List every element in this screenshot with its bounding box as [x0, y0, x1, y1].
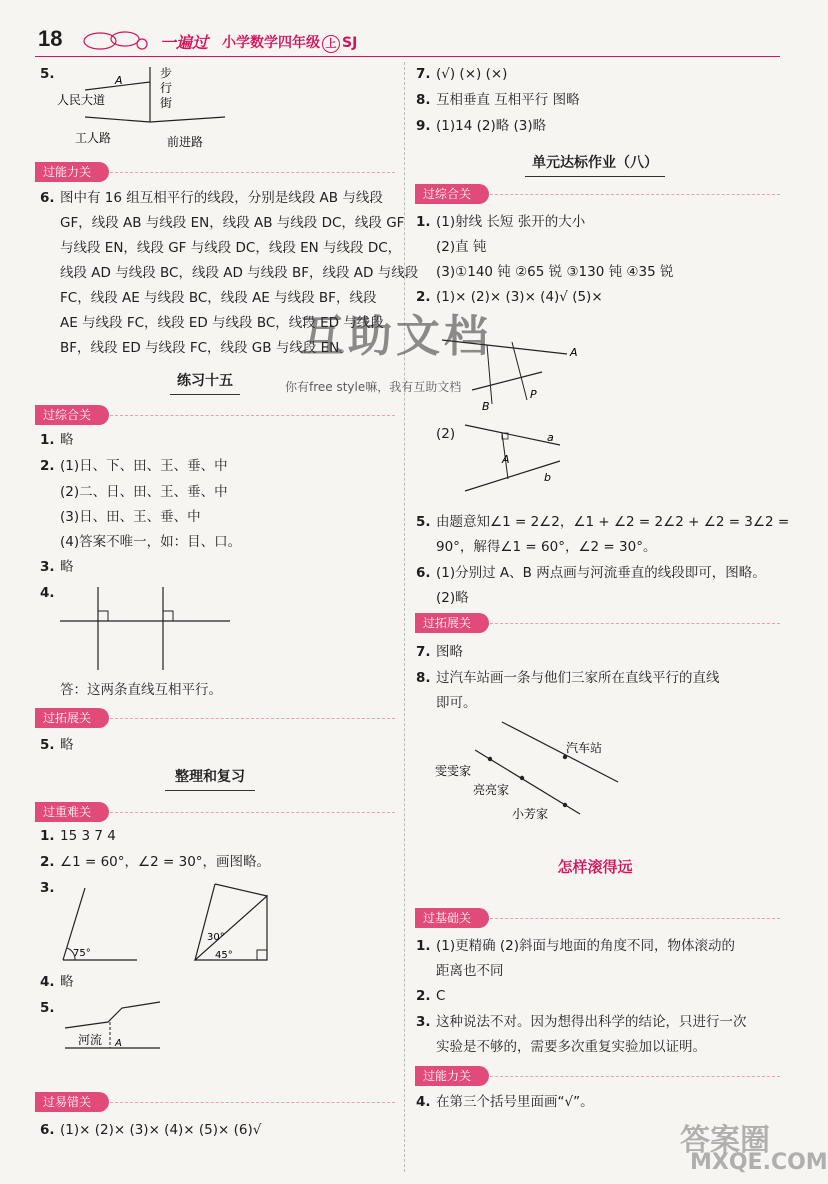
- unit-5-line-1: 由题意知∠1 = 2∠2，∠1 + ∠2 = 2∠2 + ∠2 = 3∠2 =: [436, 514, 790, 530]
- section-tag-ability: 过能力关: [415, 1066, 489, 1086]
- parallel-lines-figure: [55, 585, 235, 675]
- item-6-line-6: AE 与线段 FC，线段 ED 与线段 BC，线段 ED 与线段: [60, 315, 384, 331]
- science-1-line-2: 距离也不同: [436, 963, 504, 979]
- item-6-line-5: FC，线段 AE 与线段 BC，线段 AE 与线段 BF，线段: [60, 290, 377, 306]
- bus-station-label: 汽车站: [566, 741, 603, 755]
- science-3-line-2: 实验是不够的，需要多次重复实验加以证明。: [436, 1039, 706, 1055]
- ex-5-answer: 略: [60, 737, 74, 753]
- section-heading-science: 怎样滚得远: [557, 858, 633, 876]
- unit-1-number: 1.: [416, 214, 431, 230]
- science-3-number: 3.: [416, 1014, 431, 1030]
- section-tag-comprehensive: 过综合关: [35, 405, 109, 425]
- ex-2-part-2: (2)二、日、田、王、垂、中: [60, 484, 228, 500]
- tag-rule: [110, 415, 395, 416]
- ans-9-number: 9.: [416, 118, 431, 134]
- section-tag-extension: 过拓展关: [35, 708, 109, 728]
- section-tag-comprehensive: 过综合关: [415, 184, 489, 204]
- edition-label: SJ: [342, 35, 358, 51]
- ans-7-text: (√) (×) (×): [436, 66, 508, 82]
- unit-8-line-2: 即可。: [436, 695, 477, 711]
- item-6-line-2: GF，线段 AB 与线段 EN，线段 AB 与线段 DC，线段 GF: [60, 215, 405, 231]
- tag-rule: [490, 194, 780, 195]
- river-figure: [60, 1000, 180, 1056]
- science-4-number: 4.: [416, 1094, 431, 1110]
- review-3-number: 3.: [40, 880, 55, 896]
- ex-3-number: 3.: [40, 559, 55, 575]
- house-2-label: 亮亮家: [473, 783, 510, 797]
- angle-45-label: 45°: [215, 950, 233, 961]
- ex-2-part-4: (4)答案不唯一，如：目、口。: [60, 534, 242, 550]
- tag-rule: [110, 172, 395, 173]
- ex-2-number: 2.: [40, 458, 55, 474]
- bus-station-figure: [430, 712, 630, 830]
- road-label-3: 前进路: [167, 135, 204, 149]
- unit-7-answer: 图略: [436, 644, 463, 660]
- unit-6-line-1: (1)分别过 A、B 两点画与河流垂直的线段即可，图略。: [436, 565, 766, 581]
- ex-2-part-1: (1)日、下、田、王、垂、中: [60, 458, 228, 474]
- review-2-number: 2.: [40, 854, 55, 870]
- section-tag-basics: 过基础关: [415, 908, 489, 928]
- science-4-answer: 在第三个括号里面画“√”。: [436, 1094, 594, 1110]
- review-6-answer: (1)× (2)× (3)× (4)× (5)× (6)√: [60, 1122, 262, 1138]
- section-tag-mistake: 过易错关: [35, 1092, 109, 1112]
- point-a-label: A: [570, 346, 578, 359]
- road-map-figure: [55, 62, 255, 157]
- point-p-label: P: [530, 388, 537, 401]
- review-6-number: 6.: [40, 1122, 55, 1138]
- brand-logo: 一遍过: [160, 33, 209, 52]
- point-b-label: B: [482, 400, 490, 413]
- unit-5-number: 5.: [416, 514, 431, 530]
- point-a-label: A: [502, 453, 510, 466]
- tag-rule: [490, 623, 780, 624]
- river-label: 河流: [78, 1033, 103, 1047]
- heading-underline: [525, 176, 665, 177]
- street-label-1: 步: [160, 66, 173, 80]
- science-1-number: 1.: [416, 938, 431, 954]
- angle-75-label: 75°: [73, 948, 91, 959]
- ex-5-number: 5.: [40, 737, 55, 753]
- tag-rule: [490, 1076, 780, 1077]
- ans-7-number: 7.: [416, 66, 431, 82]
- watermark-corner: 答案圈: [680, 1123, 770, 1158]
- science-2-answer: C: [436, 988, 446, 1004]
- doodle-decoration: [80, 26, 160, 56]
- unit-1-part-3: (3)①140 钝 ②65 锐 ③130 钝 ④35 锐: [436, 264, 674, 280]
- heading-underline: [165, 790, 255, 791]
- line-a-label: a: [547, 431, 554, 444]
- review-2-answer: ∠1 = 60°，∠2 = 30°，画图略。: [60, 854, 271, 870]
- unit-4-part-2-label: (2): [436, 426, 456, 442]
- item-6-line-7: BF，线段 ED 与线段 FC，线段 GB 与线段 EN。: [60, 340, 353, 356]
- house-3-label: 小芳家: [512, 807, 549, 821]
- watermark-center: 互助文档: [300, 311, 492, 362]
- road-label-1: 人民大道: [57, 93, 106, 107]
- section-heading-unit-8: 单元达标作业（八）: [532, 155, 658, 171]
- unit-6-number: 6.: [416, 565, 431, 581]
- street-label-3: 街: [160, 96, 173, 110]
- item-6-line-4: 线段 AD 与线段 BC，线段 AD 与线段 BF，线段 AD 与线段: [60, 265, 419, 281]
- unit-5-line-2: 90°，解得∠1 = 60°，∠2 = 30°。: [436, 539, 657, 555]
- point-a-label: A: [115, 74, 123, 87]
- line-b-label: b: [544, 471, 551, 484]
- header-rule: [35, 56, 780, 57]
- tag-rule: [110, 812, 395, 813]
- section-tag-difficult: 过重难关: [35, 802, 109, 822]
- ans-8-text: 互相垂直 互相平行 图略: [436, 92, 580, 108]
- unit-8-line-1: 过汽车站画一条与他们三家所在直线平行的直线: [436, 670, 720, 686]
- ans-9-text: (1)14 (2)略 (3)略: [436, 118, 547, 134]
- section-heading-review: 整理和复习: [175, 769, 245, 785]
- page-number: 18: [38, 26, 63, 51]
- science-3-line-1: 这种说法不对。因为想得出科学的结论，只进行一次: [436, 1014, 747, 1030]
- item-5-number: 5.: [40, 66, 55, 82]
- unit-2-answer: (1)× (2)× (3)× (4)√ (5)×: [436, 289, 603, 305]
- item-6-line-1: 图中有 16 组互相平行的线段，分别是线段 AB 与线段: [60, 190, 383, 206]
- tag-rule: [110, 1102, 395, 1103]
- header-title: [222, 32, 357, 53]
- angles-figure: [55, 878, 285, 970]
- watermark-center-slogan: 你有free style嘛，我有互助文档: [285, 380, 462, 394]
- ex-3-answer: 略: [60, 559, 74, 575]
- perpendicular-figure-2: [460, 415, 570, 495]
- section-tag-extension: 过拓展关: [415, 613, 489, 633]
- point-a-label: A: [115, 1038, 122, 1049]
- review-1-answer: 15 3 7 4: [60, 828, 116, 844]
- unit-2-number: 2.: [416, 289, 431, 305]
- review-4-number: 4.: [40, 974, 55, 990]
- review-4-answer: 略: [60, 974, 74, 990]
- review-5-number: 5.: [40, 1000, 55, 1016]
- review-1-number: 1.: [40, 828, 55, 844]
- science-1-line-1: (1)更精确 (2)斜面与地面的角度不同，物体滚动的: [436, 938, 736, 954]
- angle-30-label: 30°: [207, 932, 225, 943]
- item-6-line-3: 与线段 EN，线段 GF 与线段 DC，线段 EN 与线段 DC，: [60, 240, 402, 256]
- unit-8-number: 8.: [416, 670, 431, 686]
- tag-rule: [110, 718, 395, 719]
- unit-7-number: 7.: [416, 644, 431, 660]
- ex-2-part-3: (3)日、田、王、垂、中: [60, 509, 201, 525]
- science-2-number: 2.: [416, 988, 431, 1004]
- section-heading-exercise-15: 练习十五: [177, 373, 233, 389]
- street-label-2: 行: [160, 81, 173, 95]
- ex-4-answer: 答：这两条直线互相平行。: [60, 682, 222, 698]
- term-badge: 上: [322, 35, 340, 53]
- tag-rule: [490, 918, 780, 919]
- road-label-2: 工人路: [75, 131, 112, 145]
- ans-8-number: 8.: [416, 92, 431, 108]
- unit-1-part-2: (2)直 钝: [436, 239, 487, 255]
- watermark-corner-url: MXQE.COM: [690, 1150, 828, 1175]
- ex-1-number: 1.: [40, 432, 55, 448]
- house-1-label: 雯雯家: [435, 764, 472, 778]
- section-tag-ability: 过能力关: [35, 162, 109, 182]
- ex-1-answer: 略: [60, 432, 74, 448]
- item-6-number: 6.: [40, 190, 55, 206]
- ex-4-number: 4.: [40, 585, 55, 601]
- unit-6-line-2: (2)略: [436, 590, 469, 606]
- unit-1-part-1: (1)射线 长短 张开的大小: [436, 214, 586, 230]
- subject-label: 小学数学四年级: [222, 35, 320, 51]
- heading-underline: [170, 394, 240, 395]
